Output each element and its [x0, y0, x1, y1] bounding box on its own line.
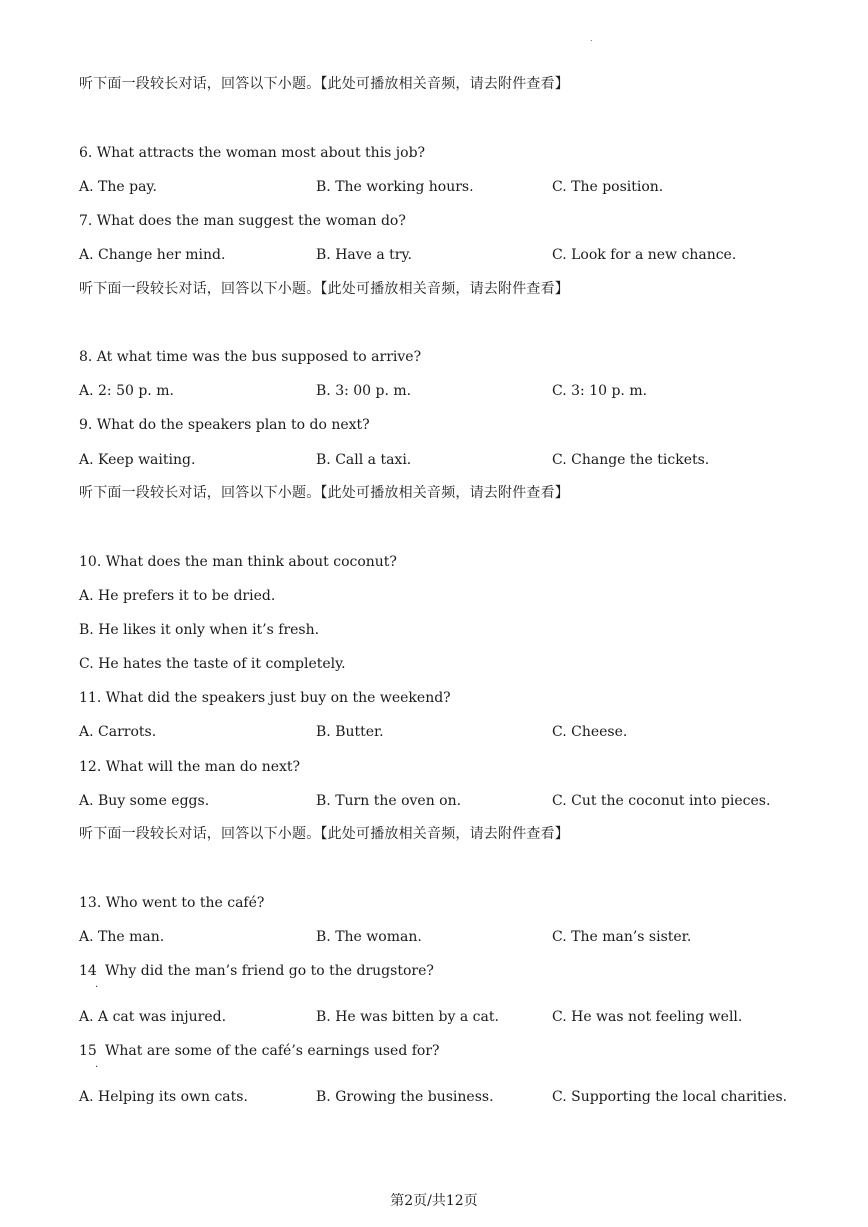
- option-a: A. The man.: [79, 929, 165, 945]
- option-b: B. Turn the oven on.: [316, 793, 462, 809]
- option-b: B. He likes it only when it’s fresh.: [79, 622, 320, 638]
- question-stem: 7. What does the man suggest the woman do?: [79, 213, 406, 229]
- question-stem: 11. What did the speakers just buy on the weekend?: [79, 690, 451, 706]
- question-stem: 6. What attracts the woman most about this job?: [79, 145, 426, 161]
- option-a: A. The pay.: [79, 179, 157, 195]
- section-instruction: 听下面一段较长对话，回答以下小题。【此处可播放相关音频，请去附件查看】: [79, 76, 569, 92]
- section-instruction: 听下面一段较长对话，回答以下小题。【此处可播放相关音频，请去附件查看】: [79, 826, 569, 842]
- option-a: A. Change her mind.: [79, 247, 226, 263]
- option-c: C. Cheese.: [552, 724, 628, 740]
- question-stem: Why did the man’s friend go to the drugstore?: [105, 963, 434, 979]
- option-c: C. The position.: [552, 179, 664, 195]
- option-c: C. Change the tickets.: [552, 452, 710, 468]
- section-instruction: 听下面一段较长对话，回答以下小题。【此处可播放相关音频，请去附件查看】: [79, 485, 569, 501]
- option-b: B. Butter.: [316, 724, 384, 740]
- option-b: B. He was bitten by a cat.: [316, 1009, 499, 1025]
- option-b: B. Call a taxi.: [316, 452, 412, 468]
- option-b: B. Have a try.: [316, 247, 413, 263]
- option-a: A. 2: 50 p. m.: [79, 383, 174, 399]
- option-c: C. The man’s sister.: [552, 929, 692, 945]
- question-number-dot: .: [95, 979, 99, 990]
- corner-mark: .: [590, 34, 593, 43]
- option-c: C. Cut the coconut into pieces.: [552, 793, 771, 809]
- question-number-dot: .: [95, 1059, 99, 1070]
- option-b: B. Growing the business.: [316, 1089, 494, 1105]
- question-stem: 12. What will the man do next?: [79, 759, 301, 775]
- option-a: A. A cat was injured.: [79, 1009, 227, 1025]
- question-stem: 13. Who went to the café?: [79, 895, 265, 911]
- option-b: B. 3: 00 p. m.: [316, 383, 412, 399]
- option-a: A. Helping its own cats.: [79, 1089, 248, 1105]
- option-c: C. Look for a new chance.: [552, 247, 737, 263]
- question-number: 14: [79, 963, 97, 979]
- option-c: C. Supporting the local charities.: [552, 1089, 788, 1105]
- option-a: A. Keep waiting.: [79, 452, 196, 468]
- section-instruction: 听下面一段较长对话，回答以下小题。【此处可播放相关音频，请去附件查看】: [79, 281, 569, 297]
- option-a: A. Buy some eggs.: [79, 793, 210, 809]
- question-stem: What are some of the café’s earnings used for?: [105, 1043, 440, 1059]
- question-stem: 8. At what time was the bus supposed to arrive?: [79, 349, 422, 365]
- option-a: A. He prefers it to be dried.: [79, 588, 276, 604]
- option-b: B. The working hours.: [316, 179, 474, 195]
- option-c: C. 3: 10 p. m.: [552, 383, 648, 399]
- option-b: B. The woman.: [316, 929, 422, 945]
- option-c: C. He hates the taste of it completely.: [79, 656, 346, 672]
- question-stem: 9. What do the speakers plan to do next?: [79, 417, 370, 433]
- page-footer: 第2页/共12页: [390, 1193, 478, 1209]
- question-number: 15: [79, 1043, 97, 1059]
- option-a: A. Carrots.: [79, 724, 157, 740]
- option-c: C. He was not feeling well.: [552, 1009, 743, 1025]
- question-stem: 10. What does the man think about coconut?: [79, 554, 397, 570]
